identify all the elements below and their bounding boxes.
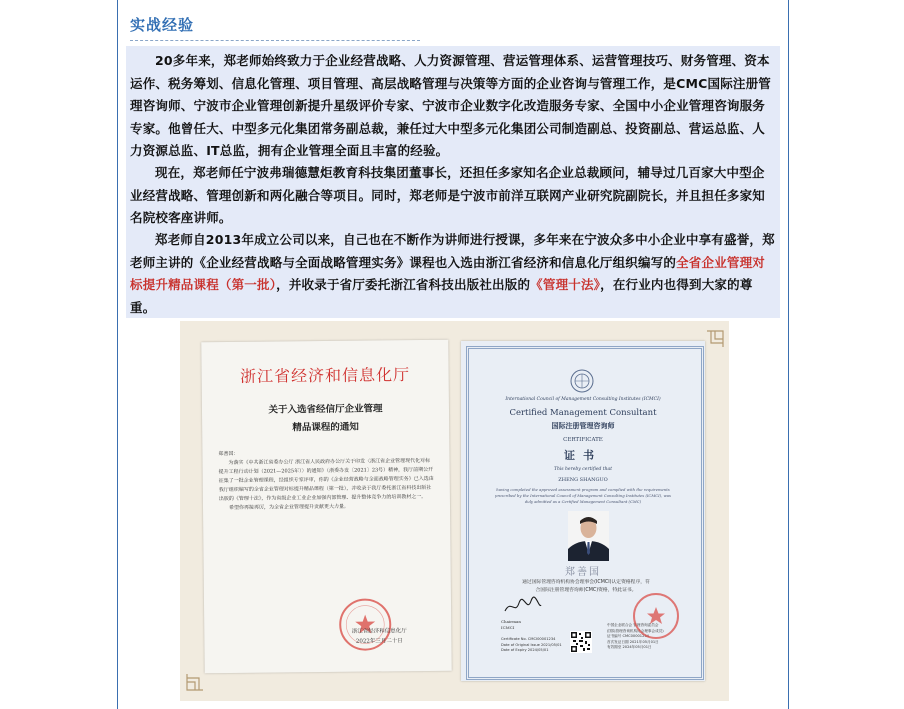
notice-signature-org: 浙江省经济和信息化厅	[351, 628, 407, 635]
holder-portrait-photo	[568, 511, 609, 561]
certificate-number-en: Certificate No. CMCI00001234	[501, 637, 556, 641]
certificate-certify-text: This hereby certified that	[553, 467, 613, 472]
certificate-issuer-note-cn: (国际管理咨询机构协会理事会成员)	[607, 628, 664, 633]
certificate-chairman	[501, 619, 551, 631]
certificate-meta-en	[501, 637, 581, 654]
corner-ornament-icon	[185, 672, 205, 692]
certificate-title-cn: 国际注册管理咨询师	[551, 421, 615, 430]
notice-body-text: 为落实《中共浙江省委办公厅 浙江省人民政府办公厅关于印发〈浙江省企业管理现代化对标提升工程行动计划（2021—2025年）〉的通知》（浙委办发〔2021〕23号）精神，我厅前期公开征集了一批企业管理课程，经组织专家评审，你的《企业经营战略与全面战略管理实务》已入选由我厅组织编写的全省企业管理对标提升精品课程（第一批），并收录于我厅委托浙江省科技出版社出版的《管理十法》，作为省级企业工业企业加强内部管理、提升整体竞争力的培训教材之一。	[218, 457, 434, 503]
notice-document-photo	[201, 340, 451, 674]
paragraph-teaching-part1: 郑老师自2013年成立公司以来，自己也在不断作为讲师进行授课，多年来在宁波众多中小企业中享有盛誉，郑老师主讲的《企业经营战略与全面战略管理实务》课程也入选由浙江省经济和信息化厅组织编写的	[130, 232, 775, 270]
section-title: 实战经验	[130, 16, 195, 34]
certificate-number-cn: 证书编号 CMC00001234	[607, 634, 649, 638]
chairman-signature-icon	[503, 595, 543, 617]
certificate-seal-icon	[631, 591, 681, 641]
certificate-body-cn-line2: 合国际注册管理咨询师(CMC)资格，特此证书。	[535, 588, 637, 593]
highlight-course-name: 全省企业管理对标提升精品课程（第一批）	[130, 254, 766, 292]
paragraph-teaching-part3: ，在行业内也得到大家的尊重。	[130, 277, 753, 315]
certificate-holder-name-en: ZHENG SHANGUO	[558, 477, 608, 483]
notice-closing: 希望你再接再厉，为全省企业管理提升贡献更大力量。	[228, 503, 350, 512]
highlight-book-title: 《管理十法》	[530, 277, 601, 292]
frame-line-left	[117, 0, 118, 709]
certificate-expiry-cn: 有效期至 2024年05月01日	[607, 645, 652, 649]
certificate-title-en: Certified Management Consultant	[509, 408, 657, 418]
certificate-issuer-cn: 中国企业联合会 管理咨询委员会	[607, 623, 659, 627]
section-divider	[130, 40, 420, 41]
notice-subtitle-line2: 精品课程的通知	[292, 421, 359, 434]
certificate-org-en: International Council of Management Consulting Institutes (ICMCI)	[505, 397, 661, 402]
paragraph-career-overview: 20多年来，郑老师始终致力于企业经营战略、人力资源管理、营运管理体系、运营管理技巧、财务管理、资本运作、税务筹划、信息化管理、项目管理、高层战略管理与决策等方面的企业咨询与管理工作，是CMC国际注册管理咨询师、宁波市企业管理创新提升星级评价专家、宁波市企业数字化改造服务专家、全国中小企业管理咨询服务专家。他曾任大、中型多元化集团常务副总裁，兼任过大中型多元化集团公司制造副总、投资副总、营运总监、人力资源总监、IT总监，拥有企业管理全面且丰富的经验。	[130, 53, 771, 158]
certificate-body-cn-line1: 通过国际管理咨询机构协会理事会(ICMCI)认定资格程序，符	[522, 580, 650, 585]
notice-date: 2022年三月二十日	[355, 638, 403, 645]
notice-signature	[324, 626, 434, 647]
notice-subtitle-line1: 关于入选省经信厅企业管理	[268, 403, 383, 416]
paragraph-teaching-part2: ，并收录于省厅委托浙江省科技出版社出版的	[276, 277, 531, 292]
certificate-chairman-label: Chairman	[501, 619, 521, 624]
certificate-holder-name-cn: 郑善国	[565, 567, 601, 578]
paragraph-teaching	[130, 229, 776, 319]
certificate-heading-cn: 证书	[564, 449, 602, 462]
certificate-issue-date-en: Date of Original Issue 2021/05/01	[501, 642, 562, 647]
certificate-label: CERTIFICATE	[563, 437, 603, 443]
certificate-body-en: having completed the approved assessment program and complied with the requirements prescribed by the International Council of Management Consulting Institutes (ICMCI), was duly admitted as a Certified Management Consultant (CMC)	[495, 487, 671, 504]
qr-code-icon	[570, 631, 592, 653]
notice-issuer-title: 浙江省经济和信息化厅	[240, 365, 411, 386]
notice-salutation: 郑善国：	[218, 450, 239, 458]
cmc-certificate-photo	[461, 341, 705, 681]
certificate-expiry-en: Date of Expiry 2024/05/01	[501, 648, 549, 652]
notice-body	[218, 448, 435, 513]
certificate-issue-date-cn: 首次发证日期 2021年05月01日	[607, 639, 659, 644]
paragraph-current-roles: 现在，郑老师任宁波弗瑞德慧炬教育科技集团董事长，还担任多家知名企业总裁顾问，辅导过几百家大中型企业经营战略、管理创新和两化融合等项目。同时，郑老师是宁波市前洋互联网产业研究院副院长，并且担任多家知名院校客座讲师。	[130, 165, 766, 225]
corner-ornament-icon	[705, 329, 725, 349]
frame-line-right	[788, 0, 789, 709]
certificate-chairman-org: ICMCI	[501, 625, 515, 630]
icmci-logo-icon	[570, 369, 594, 393]
